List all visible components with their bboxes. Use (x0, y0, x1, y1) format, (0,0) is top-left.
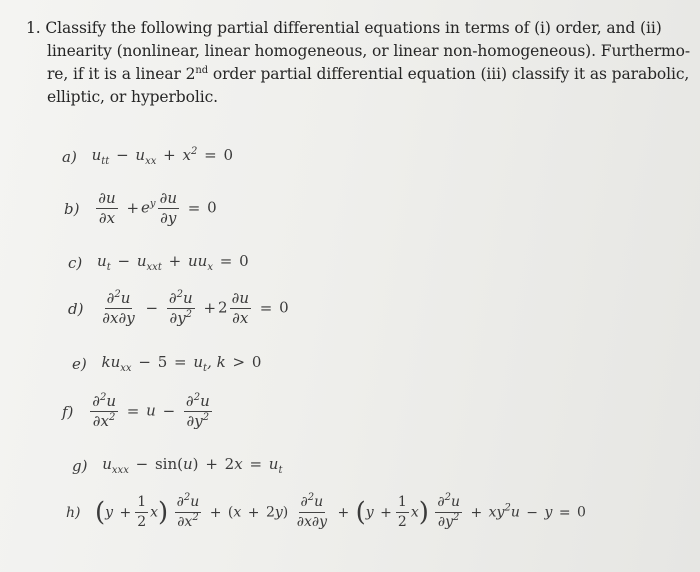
equation-f (62, 393, 214, 430)
problem-number: 1. (26, 19, 41, 37)
label-b: b) (64, 199, 80, 218)
eq-a: $u_{tt} - u_{xx} + x^2 = 0$ (91, 146, 234, 167)
label-h: h) (66, 504, 81, 521)
problem-line-3 (26, 63, 690, 86)
label-d: d) (68, 299, 84, 318)
problem-text-1: Classify the following partial differential equations in terms of (i) order, and (ii) (45, 19, 662, 37)
eq-h: (y + $\frac{1}{2}$ x) $\frac{\partial^2u}{\partial x^2}$ + (x + 2y) $\frac{\partial^2u}{\partial x\partial y}$ + (y + $\frac{1}{2}$ x) $\frac{\partial^2u}{\partial y^2}$ + $xy^2u - y = 0$ (94, 492, 586, 530)
problem-line-1 (26, 17, 676, 40)
eq-b: $\frac{\partial u}{\partial x}$ + $e^y$ $\frac{\partial u}{\partial y}$ = 0 (98, 189, 217, 227)
equation-b (64, 190, 217, 227)
label-g: g) (72, 456, 88, 475)
equation-g (72, 455, 283, 476)
equation-d (68, 290, 289, 327)
eq-f: $\frac{\partial^2u}{\partial x^2}$ = u − $\frac{\partial^2u}{\partial y^2}$ (92, 392, 210, 430)
label-c: c) (68, 253, 83, 272)
label-f: f) (62, 402, 74, 421)
label-a: a) (62, 147, 77, 166)
problem-text-3b: order partial differential equation (iii) classify it as parabolic, (208, 65, 690, 83)
eq-d: $\frac{\partial^2u}{\partial x\partial y}$ − $\frac{\partial^2u}{\partial y^2}$ + 2 $\frac{\partial u}{\partial x}$ = 0 (102, 289, 289, 327)
equation-h (66, 494, 586, 531)
problem-sup-nd: nd (195, 65, 209, 76)
eq-g: $u_{xxx} - \sin(u) + 2x = u_t$ (102, 455, 283, 476)
problem-text-3a: re, if it is a linear 2 (47, 65, 196, 83)
eq-c: $u_t - u_{xxt} + uu_x = 0$ (97, 252, 249, 273)
equation-c (68, 252, 249, 273)
problem-statement (26, 17, 690, 109)
problem-line-2: linearity (nonlinear, linear homogeneous, or linear non-homogeneous). Furthermo- (47, 42, 690, 60)
label-e: e) (72, 354, 87, 373)
equation-a (62, 146, 233, 167)
equation-e (72, 353, 261, 374)
eq-e: $ku_{xx} - 5 = u_t$, k > 0 (101, 353, 262, 374)
problem-line-4: elliptic, or hyperbolic. (47, 88, 218, 106)
